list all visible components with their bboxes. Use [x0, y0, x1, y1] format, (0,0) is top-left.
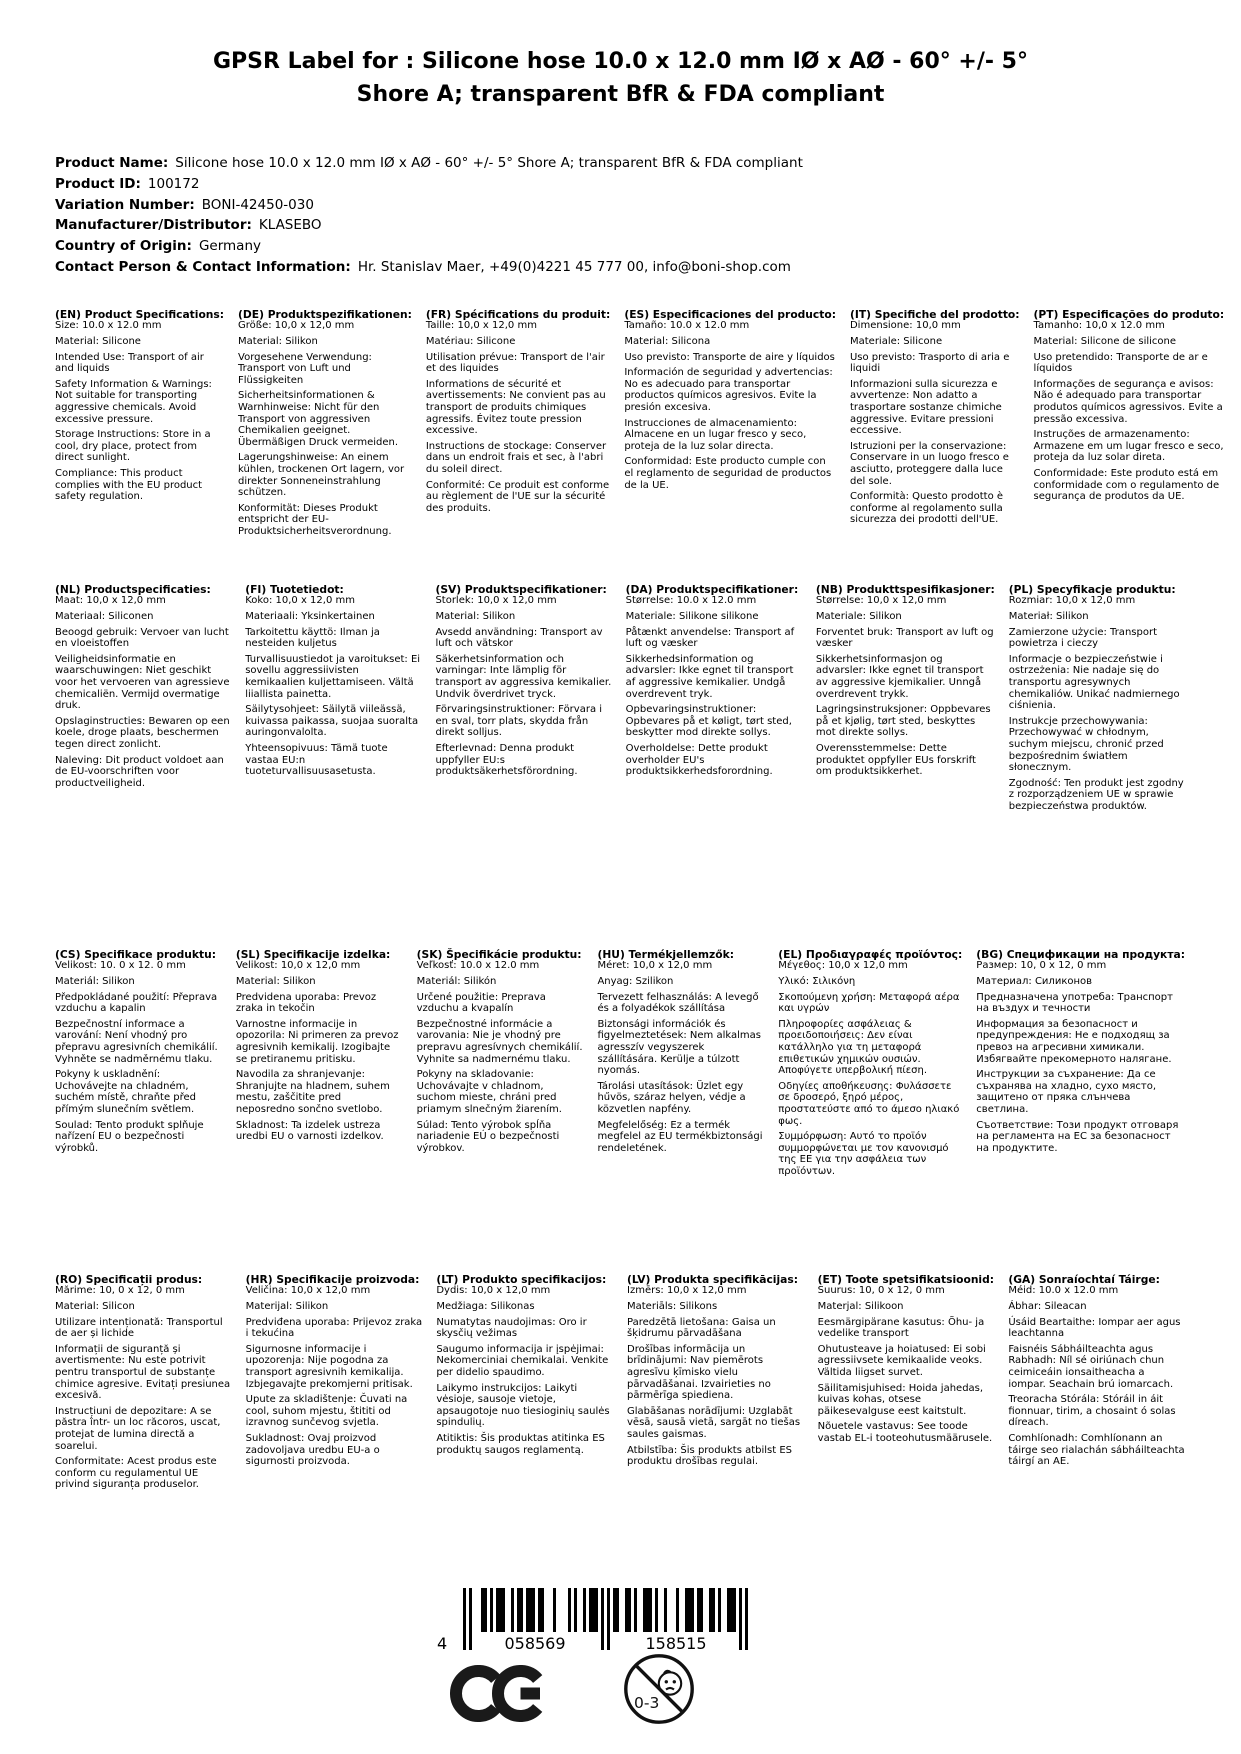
spec-grid: [55, 307, 1225, 1491]
spec-row: [55, 307, 1225, 584]
spec-paragraph: Conformité: Ce produit est conforme au règlement de l'UE sur la sécurité des produits.: [425, 479, 610, 514]
spec-paragraph: Velikost: 10. 0 x 12. 0 mm: [55, 960, 186, 972]
spec-paragraph: Anyag: Szilikon: [597, 975, 674, 987]
spec-paragraph: Taille: 10,0 x 12,0 mm: [425, 320, 537, 332]
product-info-value: Germany: [198, 238, 261, 255]
product-info-row: [55, 153, 1201, 174]
spec-paragraph: Conformidad: Este producto cumple con el reglamento de seguridad de productos de la UE.: [624, 456, 832, 491]
spec-paragraph: Medžiaga: Silikonas: [436, 1300, 535, 1312]
spec-heading: (PT) Especificações do produto:: [1033, 307, 1225, 321]
product-info-label: Country of Origin:: [55, 238, 192, 255]
spec-heading: (SL) Specifikacije izdelka:: [235, 947, 391, 961]
spec-paragraph: Predvidena uporaba: Prevoz zraka in tekočin: [235, 991, 377, 1015]
spec-block-es: [624, 309, 836, 584]
spec-paragraph: Materiaali: Yksinkertainen: [245, 610, 375, 622]
spec-paragraph: Utilisation prévue: Transport de l'air et des liquides: [425, 351, 605, 375]
product-info-value: 100172: [147, 175, 200, 192]
spec-paragraph: Méret: 10,0 x 12,0 mm: [597, 960, 713, 972]
spec-paragraph: Atitiktis: Šis produktas atitinka ES produktų saugos reglamentą.: [436, 1432, 605, 1456]
spec-paragraph: Rozmiar: 10,0 x 12,0 mm: [1008, 595, 1136, 607]
spec-paragraph: Súlad: Tento výrobok spĺňa nariadenie EÚ o bezpečnosti výrobkov.: [416, 1119, 560, 1154]
spec-block-da: [626, 584, 802, 949]
spec-paragraph: Sicherheitsinformationen & Warnhinweise: Nicht für den Transport von aggressiven Chemikalien geeignet. Übermäßigen Druck vermeiden.: [238, 390, 399, 448]
spec-block-hu: [597, 949, 764, 1274]
spec-paragraph: Veľkosť: 10.0 x 12.0 mm: [416, 960, 540, 972]
spec-paragraph: Navodila za shranjevanje: Shranjujte na hladnem, suhem mestu, zaščitite pred neposredno sončno svetlobo.: [235, 1069, 390, 1115]
age-warning-label: 0-3: [634, 1694, 660, 1712]
spec-paragraph: Tárolási utasítások: Üzlet egy hűvös, száraz helyen, védje a közvetlen napfény.: [597, 1080, 746, 1115]
product-info-label: Variation Number:: [55, 196, 195, 213]
product-info-row: [55, 195, 1201, 216]
spec-paragraph: Opslaginstructies: Bewaren op een koele, droge plaats, beschermen tegen direct zonlicht.: [55, 715, 230, 750]
spec-paragraph: Velikost: 10,0 x 12,0 mm: [235, 960, 361, 972]
spec-block-bg: [976, 949, 1185, 1274]
product-info-value: BONI-42450-030: [201, 196, 314, 213]
spec-paragraph: Ábhar: Sileacan: [1008, 1300, 1087, 1312]
spec-paragraph: Glabāšanas norādījumi: Uzglabāt vēsā, sausā vietā, sargāt no tiešas saules gaismas.: [627, 1405, 801, 1440]
ce-mark-icon: [450, 1665, 547, 1722]
spec-heading: (DE) Produktspezifikationen:: [238, 307, 412, 321]
spec-block-el: [778, 949, 962, 1274]
spec-paragraph: Pokyny k uskladnění: Uchovávejte na chladném, suchém místě, chraňte před přímým slunečním světlem.: [55, 1069, 197, 1115]
spec-paragraph: Materiál: Silikón: [416, 975, 497, 987]
spec-paragraph: Ohutusteave ja hoiatused: Ei sobi agressiivsete kemikaalide veoks. Vältida liigset survet.: [817, 1343, 986, 1378]
spec-block-en: [55, 309, 224, 584]
product-info-value: Hr. Stanislav Maer, +49(0)4221 45 777 00, info@boni-shop.com: [357, 258, 791, 275]
spec-block-ro: [55, 1274, 232, 1491]
spec-row: [55, 1274, 1185, 1491]
spec-paragraph: Material: Silikon: [238, 335, 318, 347]
spec-paragraph: Dimensione: 10,0 mm: [849, 320, 961, 332]
spec-paragraph: Информация за безопасност и предупреждения: Не е подходящ за превоз на агресивни химикали. Избягвайте прекомерното налягане.: [976, 1018, 1172, 1065]
spec-paragraph: Υλικό: Σιλικόνη: [778, 975, 856, 987]
spec-paragraph: Material: Silicon: [55, 1300, 135, 1312]
product-info-label: Manufacturer/Distributor:: [55, 217, 252, 234]
spec-paragraph: Размер: 10, 0 x 12, 0 mm: [976, 960, 1107, 972]
spec-paragraph: Material: Silikon: [235, 975, 316, 987]
spec-paragraph: Faisnéis Sábháilteachta agus Rabhadh: Níl sé oiriúnach chun ceimiceáin ionsaitheacha a iompar. Seachain brú iomarcach.: [1008, 1343, 1174, 1390]
spec-paragraph: Dydis: 10,0 x 12,0 mm: [436, 1285, 551, 1297]
spec-paragraph: Lagerungshinweise: An einem kühlen, trockenen Ort lagern, vor direkter Sonneneinstrahlung schützen.: [238, 452, 405, 499]
spec-paragraph: Overholdelse: Dette produkt overholder EU's produktsikkerhedsforordning.: [625, 742, 773, 778]
spec-paragraph: Efterlevnad: Denna produkt uppfyller EU:s produktsäkerhetsförordning.: [435, 742, 578, 778]
spec-paragraph: Uso previsto: Transporte de aire y líquidos: [624, 351, 835, 363]
spec-paragraph: Naleving: Dit product voldoet aan de EU-voorschriften voor productveiligheid.: [55, 754, 224, 789]
spec-paragraph: Comhlíonadh: Comhlíonann an táirge seo rialachán sábháilteachta táirgí an AE.: [1008, 1432, 1185, 1468]
spec-paragraph: Bezpečnostné informácie a varovania: Nie je vhodný pre prepravu agresívnych chemikálií. Vyhnite sa nadmernému tlaku.: [416, 1018, 583, 1065]
spec-paragraph: Tamaño: 10.0 x 12.0 mm: [624, 320, 750, 332]
spec-paragraph: Storage Instructions: Store in a cool, dry place, protect from direct sunlight.: [55, 429, 211, 464]
spec-paragraph: Materiale: Silikon: [815, 610, 902, 622]
product-info-label: Contact Person & Contact Information:: [55, 258, 351, 275]
product-info-label: Product Name:: [55, 155, 169, 171]
spec-paragraph: Материал: Силиконов: [976, 975, 1093, 987]
spec-paragraph: Materijal: Silikon: [245, 1300, 329, 1312]
spec-heading: (EN) Product Specifications:: [55, 307, 225, 321]
spec-paragraph: Σκοπούμενη χρήση: Μεταφορά αέρα και υγρών: [778, 991, 960, 1015]
spec-paragraph: Saugumo informacija ir įspėjimai: Nekomerciniai chemikalai. Venkite per didelio spaudimo.: [436, 1343, 609, 1378]
spec-paragraph: Varnostne informacije in opozorila: Ni primeren za prevoz agresivnih kemikalij. Izogibajte se pretiranemu pritisku.: [235, 1018, 399, 1065]
spec-paragraph: Vorgesehene Verwendung: Transport von Luft und Flüssigkeiten: [238, 351, 372, 386]
spec-heading: (LT) Produkto specifikacijos:: [436, 1272, 607, 1286]
spec-paragraph: Informazioni sulla sicurezza e avvertenze: Non adatto a trasportare sostanze chimiche aggressive. Evitare pressioni eccessive.: [849, 378, 1002, 437]
product-info-row: [55, 174, 1201, 195]
spec-block-fi: [245, 584, 421, 949]
spec-heading: (CS) Specifikace produktu:: [55, 947, 216, 961]
spec-block-lv: [627, 1274, 804, 1491]
spec-paragraph: Eesmärgipärane kasutus: Õhu- ja vedelike transport: [817, 1316, 985, 1340]
spec-block-fr: [426, 309, 610, 584]
spec-heading: (FR) Spécifications du produit:: [425, 307, 611, 321]
spec-block-pt: [1034, 309, 1225, 584]
spec-paragraph: Drošības informācija un brīdinājumi: Nav piemērots agresīvu ķīmisko vielu pārvadāšanai. Izvairieties no pārmērīga spiediena.: [627, 1343, 771, 1402]
page-title-line2: Shore A; transparent BfR & FDA compliant: [356, 82, 885, 107]
page-title: [0, 45, 1241, 111]
spec-paragraph: Μέγεθος: 10,0 x 12,0 mm: [778, 960, 908, 972]
spec-heading: (PL) Specyfikacje produktu:: [1008, 582, 1176, 596]
product-info-row: [55, 236, 1201, 257]
barcode-digits-left: 058569: [473, 1636, 597, 1652]
spec-paragraph: Informations de sécurité et avertissements: Ne convient pas au transport de produits chimiques agressifs. Évitez toute pression excessive.: [425, 378, 606, 437]
spec-paragraph: Matériau: Silicone: [425, 335, 516, 347]
spec-paragraph: Tarkoitettu käyttö: Ilman ja nesteiden kuljetus: [245, 626, 380, 650]
spec-paragraph: Koko: 10,0 x 12,0 mm: [245, 595, 355, 607]
spec-paragraph: Suurus: 10, 0 x 12, 0 mm: [817, 1285, 945, 1297]
spec-paragraph: Maat: 10,0 x 12,0 mm: [55, 595, 166, 607]
product-info-value: KLASEBO: [258, 217, 322, 234]
spec-row: [55, 584, 1185, 949]
spec-paragraph: Pokyny na skladovanie: Uchovávajte v chladnom, suchom mieste, chráni pred priamym slnečným žiarením.: [416, 1069, 562, 1115]
spec-paragraph: Opbevaringsinstruktioner: Opbevares på et køligt, tørt sted, beskytter mod direkte sollys.: [625, 704, 792, 739]
spec-paragraph: Instructions de stockage: Conserver dans un endroit frais et sec, à l'abri du soleil direct.: [425, 440, 607, 475]
spec-paragraph: Skladnost: Ta izdelek ustreza uredbi EU o varnosti izdelkov.: [235, 1119, 384, 1143]
product-info-label: Product ID:: [55, 175, 141, 192]
spec-block-lt: [436, 1274, 613, 1491]
spec-paragraph: Predviđena uporaba: Prijevoz zraka i tekućina: [245, 1316, 423, 1340]
spec-heading: (SV) Produktspecifikationer:: [435, 582, 607, 596]
spec-heading: (RO) Specificații produs:: [55, 1272, 203, 1286]
spec-paragraph: Instrucțiuni de depozitare: A se păstra într- un loc răcoros, uscat, protejat de lumina directă a soarelui.: [55, 1405, 221, 1452]
spec-paragraph: Conformitate: Acest produs este conform cu regulamentul UE privind siguranța produselor.: [55, 1456, 217, 1491]
spec-block-nb: [816, 584, 995, 949]
spec-paragraph: Material: Silicona: [624, 335, 711, 347]
spec-block-cs: [55, 949, 222, 1274]
spec-paragraph: Méid: 10.0 x 12.0 mm: [1008, 1285, 1119, 1297]
spec-paragraph: Materiale: Silikone silikone: [625, 610, 759, 622]
spec-paragraph: Veiligheidsinformatie en waarschuwingen: Niet geschikt voor het vervoeren van agressieve chemicaliën. Vermijd overmatige druk.: [55, 653, 230, 712]
spec-paragraph: Yhteensopivuus: Tämä tuote vastaa EU:n tuoteturvallisuusasetusta.: [245, 742, 388, 778]
spec-paragraph: Overensstemmelse: Dette produktet oppfyller EUs forskrift om produktsikkerhet.: [815, 742, 976, 778]
spec-paragraph: Turvallisuustiedot ja varoitukset: Ei sovellu aggressiivisten kemikaalien kuljettamiseen. Vältä liiallista painetta.: [245, 653, 421, 700]
product-info-row: [55, 215, 1201, 236]
spec-paragraph: Tamanho: 10,0 x 12.0 mm: [1033, 320, 1165, 332]
spec-paragraph: Sikkerhedsinformation og advarsler: Ikke egnet til transport af aggressive kemikalier. Undgå overdrevent tryk.: [625, 653, 794, 700]
product-info-value: Silicone hose 10.0 x 12.0 mm IØ x AØ - 60° +/- 5° Shore A; transparent BfR & FDA compliant: [175, 155, 803, 171]
spec-paragraph: Conformidade: Este produto está em conformidade com o regulamento de segurança de produtos da UE.: [1033, 467, 1220, 503]
spec-block-hr: [246, 1274, 423, 1491]
spec-paragraph: Numatytas naudojimas: Oro ir skysčių vežimas: [436, 1316, 587, 1340]
spec-paragraph: Size: 10.0 x 12.0 mm: [55, 320, 162, 332]
spec-paragraph: Instrucciones de almacenamiento: Almacene en un lugar fresco y seco, proteja de la luz solar directa.: [624, 417, 807, 452]
spec-paragraph: Säilitamisjuhised: Hoida jahedas, kuivas kohas, otsese päikesevalguse eest kaitstult.: [817, 1382, 984, 1417]
spec-paragraph: Informații de siguranță și avertismente: Nu este potrivit pentru transportul de substanțe chimice agresive. Evitați presiunea excesivă.: [55, 1343, 231, 1402]
spec-paragraph: Materiale: Silicone: [849, 335, 943, 347]
barcode: [437, 1588, 748, 1653]
spec-block-ga: [1008, 1274, 1185, 1491]
spec-paragraph: Størrelse: 10.0 x 12.0 mm: [625, 595, 757, 607]
spec-paragraph: Soulad: Tento produkt splňuje nařízení EU o bezpečnosti výrobků.: [55, 1119, 204, 1154]
spec-paragraph: Sikkerhetsinformasjon og advarsler: Ikke egnet til transport av aggressive kjemikalier. Unngå overdrevent trykk.: [815, 653, 984, 700]
spec-paragraph: Určené použitie: Preprava vzduchu a kvapalín: [416, 991, 546, 1015]
spec-paragraph: Förvaringsinstruktioner: Förvara i en sval, torr plats, skydda från direkt solljus.: [435, 704, 603, 739]
spec-paragraph: Avsedd användning: Transport av luft och vätskor: [435, 626, 603, 650]
spec-block-sv: [435, 584, 611, 949]
spec-paragraph: Laikymo instrukcijos: Laikyti vėsioje, sausoje vietoje, apsaugotoje nuo tiesioginių saulės spindulių.: [436, 1382, 610, 1429]
product-info-row: [55, 257, 1201, 278]
spec-paragraph: Materiał: Silikon: [1008, 610, 1089, 622]
spec-paragraph: Storlek: 10,0 x 12,0 mm: [435, 595, 557, 607]
spec-paragraph: Informações de segurança e avisos: Não é adequado para transportar produtos químicos agressivos. Evite a pressão excessiva.: [1033, 378, 1223, 425]
spec-paragraph: Megfelelőség: Ez a termék megfelel az EU termékbiztonsági rendeletének.: [597, 1119, 763, 1154]
barcode-digits-right: 158515: [614, 1636, 738, 1652]
spec-block-et: [818, 1274, 995, 1491]
spec-heading: (SK) Špecifikácie produktu:: [416, 947, 582, 961]
spec-paragraph: Beoogd gebruik: Vervoer van lucht en vloeistoffen: [55, 626, 229, 650]
spec-paragraph: Treoracha Stórála: Stóráil in áit fionnuar, tirim, a chosaint ó solas díreach.: [1008, 1394, 1176, 1429]
spec-paragraph: Conformità: Questo prodotto è conforme al regolamento sulla sicurezza dei prodotti dell'UE.: [849, 491, 1004, 526]
spec-paragraph: Información de seguridad y advertencias: No es adecuado para transportar productos químicos agresivos. Evite la presión excesiva.: [624, 367, 833, 413]
spec-heading: (DA) Produktspecifikationer:: [625, 582, 799, 596]
spec-paragraph: Materiál: Silikon: [55, 975, 135, 987]
spec-paragraph: Bezpečnostní informace a varování: Není vhodný pro přepravu agresivních chemikálií. Vyhněte se nadměrnému tlaku.: [55, 1018, 218, 1065]
spec-paragraph: Intended Use: Transport of air and liquids: [55, 351, 204, 375]
spec-paragraph: Konformität: Dieses Produkt entspricht der EU-Produktsicherheitsverordnung.: [238, 502, 392, 537]
spec-paragraph: Safety Information & Warnings: Not suitable for transporting aggressive chemicals. Avoid excessive pressure.: [55, 378, 212, 425]
spec-paragraph: Materjal: Silikoon: [817, 1300, 904, 1312]
spec-paragraph: Sukladnost: Ovaj proizvod zadovoljava uredbu EU-a o sigurnosti proizvoda.: [245, 1432, 380, 1468]
spec-paragraph: Größe: 10,0 x 12,0 mm: [238, 320, 355, 332]
spec-heading: (EL) Προδιαγραφές προϊόντος:: [778, 947, 963, 961]
spec-paragraph: Συμμόρφωση: Αυτό το προϊόν συμμορφώνεται με τον κανονισμό της ΕΕ για την ασφάλεια των προϊόντων.: [778, 1131, 949, 1177]
spec-paragraph: Biztonsági információk és figyelmeztetések: Nem alkalmas agresszív vegyszerek szállítására. Kerülje a túlzott nyomás.: [597, 1018, 761, 1077]
spec-paragraph: Størrelse: 10,0 x 12,0 mm: [815, 595, 947, 607]
spec-heading: (ET) Toote spetsifikatsioonid:: [817, 1272, 995, 1286]
spec-paragraph: Zamierzone użycie: Transport powietrza i cieczy: [1008, 626, 1157, 650]
spec-block-de: [238, 309, 412, 584]
spec-paragraph: Izmērs: 10,0 x 12,0 mm: [627, 1285, 747, 1297]
product-info: [55, 153, 1201, 278]
spec-paragraph: Zgodność: Ten produkt jest zgodny z rozporządzeniem UE w sprawie bezpieczeństwa produktów.: [1008, 777, 1184, 812]
spec-paragraph: Påtænkt anvendelse: Transport af luft og væsker: [625, 626, 795, 650]
spec-paragraph: Atbilstība: Šis produkts atbilst ES produktu drošības regulai.: [627, 1444, 793, 1468]
spec-paragraph: Istruzioni per la conservazione: Conservare in un luogo fresco e asciutto, proteggere dalla luce del sole.: [849, 440, 1009, 487]
age-warning-icon: [622, 1652, 696, 1726]
spec-paragraph: Veličina: 10,0 x 12,0 mm: [245, 1285, 371, 1297]
spec-paragraph: Předpokládané použití: Přeprava vzduchu a kapalin: [55, 991, 218, 1015]
barcode-lead-digit: 4: [437, 1634, 448, 1653]
spec-paragraph: Utilizare intenționată: Transportul de aer și lichide: [55, 1316, 223, 1340]
spec-paragraph: Material: Silicone de silicone: [1033, 335, 1177, 347]
spec-row: [55, 949, 1185, 1274]
spec-paragraph: Предназначена употреба: Транспорт на въздух и течности: [976, 991, 1173, 1015]
spec-paragraph: Съответствие: Този продукт отговаря на регламента на ЕС за безопасност на продуктите.: [976, 1119, 1179, 1154]
spec-heading: (NB) Produkttspesifikasjoner:: [815, 582, 995, 596]
spec-heading: (ES) Especificaciones del producto:: [624, 307, 836, 321]
spec-paragraph: Lagringsinstruksjoner: Oppbevares på et kjølig, tørt sted, beskyttes mot direkte sollys.: [815, 704, 991, 739]
spec-heading: (BG) Спецификации на продукта:: [976, 947, 1185, 961]
spec-heading: (GA) Sonraíochtaí Táirge:: [1008, 1272, 1160, 1286]
spec-heading: (NL) Productspecificaties:: [55, 582, 211, 596]
spec-paragraph: Nõuetele vastavus: See toode vastab EL-i tooteohutusmäärusele.: [817, 1421, 993, 1444]
spec-paragraph: Materiaal: Siliconen: [55, 610, 154, 622]
page-title-line1: GPSR Label for : Silicone hose 10.0 x 12.0 mm IØ x AØ - 60° +/- 5°: [213, 49, 1028, 74]
spec-block-sl: [236, 949, 403, 1274]
spec-heading: (HU) Termékjellemzők:: [597, 947, 734, 961]
spec-heading: (IT) Specifiche del prodotto:: [849, 307, 1020, 321]
spec-paragraph: Material: Silicone: [55, 335, 141, 347]
spec-heading: (HR) Specifikacije proizvoda:: [245, 1272, 420, 1286]
spec-paragraph: Úsáid Beartaithe: Iompar aer agus leachtanna: [1008, 1316, 1181, 1340]
spec-paragraph: Upute za skladištenje: Čuvati na cool, suhom mjestu, štititi od izravnog sunčevog svjetla.: [245, 1394, 408, 1429]
spec-block-pl: [1009, 584, 1185, 949]
spec-paragraph: Materiāls: Silikons: [627, 1300, 718, 1312]
spec-paragraph: Tervezett felhasználás: A levegő és a folyadékok szállítása: [597, 991, 759, 1015]
spec-paragraph: Οδηγίες αποθήκευσης: Φυλάσσετε σε δροσερό, ξηρό μέρος, προστατεύστε από το άμεσο ηλιακό φως.: [778, 1080, 960, 1127]
spec-block-it: [850, 309, 1020, 584]
spec-paragraph: Säkerhetsinformation och varningar: Inte lämplig för transport av aggressiva kemikalier. Undvik överdrivet tryck.: [435, 653, 612, 700]
spec-paragraph: Instruções de armazenamento: Armazene em um lugar fresco e seco, proteja da luz solar direta.: [1033, 429, 1224, 464]
spec-paragraph: Instrukcje przechowywania: Przechowywać w chłodnym, suchym miejscu, chronić przed bezpośrednim światłem słonecznym.: [1008, 715, 1164, 774]
spec-paragraph: Material: Silikon: [435, 610, 516, 622]
spec-paragraph: Инструкции за съхранение: Да се съхранява на хладно, сухо място, защитено от пряка слънчева светлина.: [976, 1069, 1157, 1115]
spec-paragraph: Säilytysohjeet: Säilytä viileässä, kuivassa paikassa, suojaa suoralta auringonvalolta.: [245, 704, 419, 739]
spec-paragraph: Πληροφορίες ασφάλειας & προειδοποιήσεις: Δεν είναι κατάλληλο για τη μεταφορά επιθετικών χημικών ουσιών. Αποφύγετε υπερβολική πίεση.: [778, 1018, 927, 1077]
spec-block-nl: [55, 584, 231, 949]
spec-heading: (LV) Produkta specifikācijas:: [627, 1272, 798, 1286]
spec-paragraph: Uso pretendido: Transporte de ar e líquidos: [1033, 351, 1208, 375]
spec-heading: (FI) Tuotetiedot:: [245, 582, 344, 596]
spec-paragraph: Compliance: This product complies with the EU product safety regulation.: [55, 467, 203, 503]
spec-paragraph: Informacje o bezpieczeństwie i ostrzeżenia: Nie nadaje się do transportu agresywnych chemikaliów. Unikać nadmiernego ciśnienia.: [1008, 653, 1180, 712]
spec-paragraph: Mărime: 10, 0 x 12, 0 mm: [55, 1285, 185, 1297]
spec-paragraph: Sigurnosne informacije i upozorenja: Nije pogodna za transport agresivnih kemikalija. Izbjegavajte prekomjerni pritisak.: [245, 1343, 413, 1390]
spec-block-sk: [417, 949, 584, 1274]
spec-paragraph: Paredzētā lietošana: Gaisa un šķidrumu pārvadāšana: [627, 1316, 776, 1340]
spec-paragraph: Forventet bruk: Transport av luft og væsker: [815, 626, 994, 650]
spec-paragraph: Uso previsto: Trasporto di aria e liquidi: [849, 351, 1010, 375]
